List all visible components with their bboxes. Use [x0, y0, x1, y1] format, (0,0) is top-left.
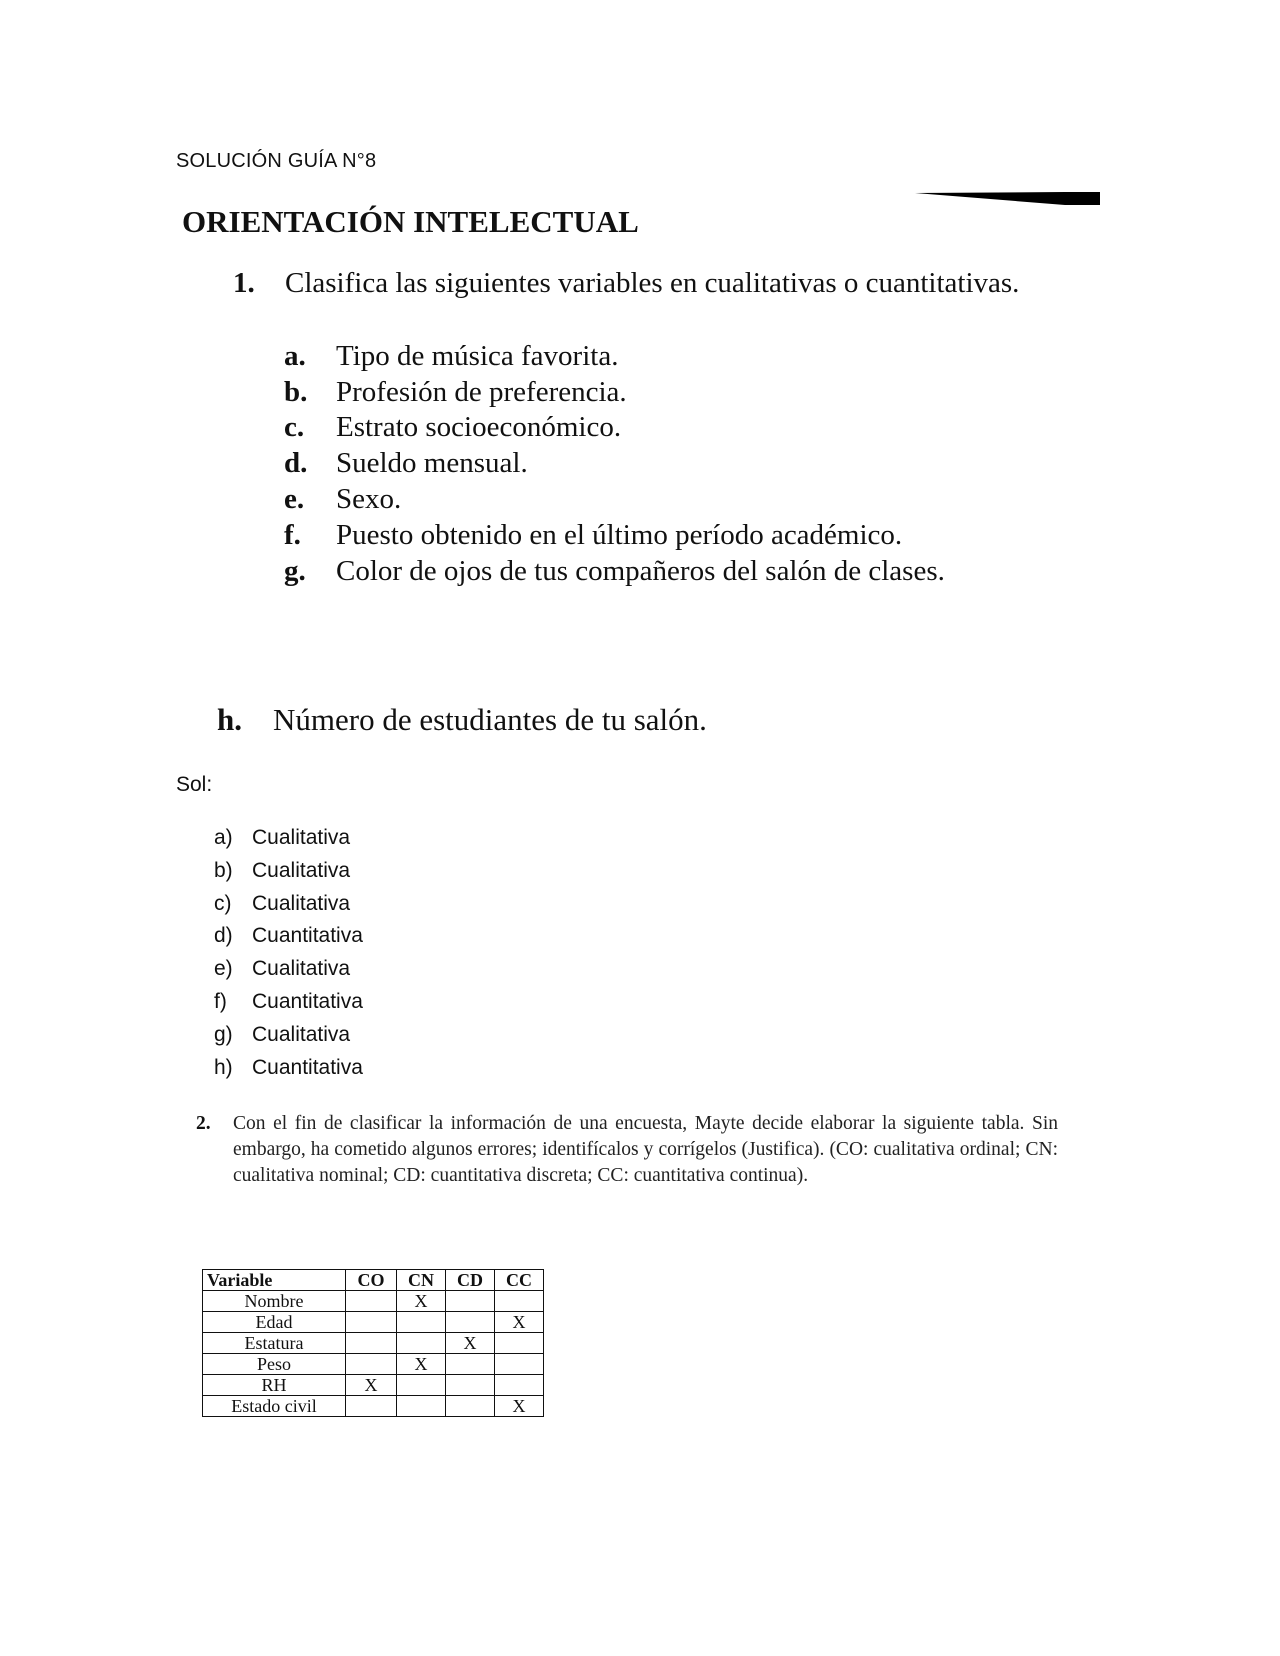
- variable-name: RH: [203, 1375, 346, 1396]
- solution-label: Sol:: [176, 773, 213, 796]
- table-row: [203, 1291, 544, 1312]
- table-row: [203, 1396, 544, 1417]
- mark-cn: X: [397, 1291, 446, 1312]
- answer-letter: d): [214, 924, 233, 947]
- mark-cn: [397, 1375, 446, 1396]
- mark-cd: [446, 1375, 495, 1396]
- mark-cd: [446, 1396, 495, 1417]
- question-1-item-h: [217, 702, 707, 738]
- mark-cn: [397, 1312, 446, 1333]
- mark-cc: [495, 1375, 544, 1396]
- answer-letter: b): [214, 859, 233, 882]
- item-letter: h.: [217, 702, 242, 737]
- table-row: [203, 1312, 544, 1333]
- answer-item: [214, 924, 363, 948]
- table-row: [203, 1375, 544, 1396]
- mark-cd: [446, 1291, 495, 1312]
- header-variable: Variable: [203, 1270, 346, 1291]
- document-title: SOLUCIÓN GUÍA N°8: [176, 150, 377, 172]
- mark-cc: [495, 1333, 544, 1354]
- answer-item: [214, 859, 350, 883]
- item-letter: g.: [284, 555, 306, 587]
- variable-name: Nombre: [203, 1291, 346, 1312]
- answer-item: [214, 957, 350, 981]
- header-cd: CD: [446, 1270, 495, 1291]
- question-1: [233, 267, 1019, 300]
- item-text: Sueldo mensual.: [336, 447, 528, 479]
- table-header-row: [203, 1270, 544, 1291]
- answer-letter: f): [214, 990, 227, 1013]
- question-1-text: Clasifica las siguientes variables en cualitativas o cuantitativas.: [285, 267, 1020, 299]
- answer-item: [214, 1023, 350, 1047]
- list-item: [284, 376, 627, 409]
- variable-classification-table: [202, 1269, 544, 1417]
- answer-text: Cualitativa: [252, 1023, 351, 1046]
- list-item: [284, 483, 401, 516]
- mark-co: [346, 1312, 397, 1333]
- mark-cd: X: [446, 1333, 495, 1354]
- mark-co: X: [346, 1375, 397, 1396]
- list-item: [284, 411, 621, 444]
- mark-cd: [446, 1312, 495, 1333]
- header-co: CO: [346, 1270, 397, 1291]
- answer-text: Cualitativa: [252, 826, 351, 849]
- header-cn: CN: [397, 1270, 446, 1291]
- item-letter: f.: [284, 519, 301, 551]
- answer-item: [214, 892, 350, 916]
- list-item: [284, 519, 902, 552]
- item-letter: b.: [284, 376, 308, 408]
- list-item: [284, 555, 945, 588]
- section-heading: ORIENTACIÓN INTELECTUAL: [182, 204, 639, 239]
- list-item: [284, 447, 528, 480]
- mark-cn: X: [397, 1354, 446, 1375]
- decorative-header-bar: [915, 190, 1100, 210]
- answer-text: Cuantitativa: [252, 924, 363, 947]
- table-row: [203, 1354, 544, 1375]
- answer-letter: c): [214, 892, 232, 915]
- mark-cc: X: [495, 1312, 544, 1333]
- answer-text: Cualitativa: [252, 892, 351, 915]
- header-cc: CC: [495, 1270, 544, 1291]
- answer-item: [214, 1056, 363, 1080]
- question-1-number: 1.: [233, 267, 255, 299]
- mark-cn: [397, 1396, 446, 1417]
- answer-item: [214, 990, 363, 1014]
- mark-co: [346, 1291, 397, 1312]
- answer-text: Cuantitativa: [252, 1056, 363, 1079]
- answer-letter: e): [214, 957, 233, 980]
- item-text: Color de ojos de tus compañeros del salón de clases.: [336, 555, 945, 587]
- item-text: Sexo.: [336, 483, 402, 515]
- answer-letter: a): [214, 826, 233, 849]
- item-text: Número de estudiantes de tu salón.: [273, 702, 707, 737]
- variable-name: Peso: [203, 1354, 346, 1375]
- mark-co: [346, 1354, 397, 1375]
- mark-cn: [397, 1333, 446, 1354]
- item-text: Profesión de preferencia.: [336, 376, 627, 408]
- item-text: Estrato socioeconómico.: [336, 411, 622, 443]
- question-2: [196, 1111, 1058, 1189]
- answer-letter: h): [214, 1056, 233, 1079]
- item-letter: a.: [284, 340, 306, 372]
- question-2-text: Con el fin de clasificar la información de una encuesta, Mayte decide elaborar la siguiente tabla. Sin embargo, ha cometido algunos errores; identifícalos y corrígelos (Justifica). (CO: cualitativa ordinal; CN: cualitativa nominal; CD: cuantitativa discreta; CC: cuantitativa continua).: [233, 1113, 1058, 1186]
- item-text: Puesto obtenido en el último período académico.: [336, 519, 903, 551]
- item-letter: d.: [284, 447, 308, 479]
- answer-text: Cuantitativa: [252, 990, 363, 1013]
- mark-cd: [446, 1354, 495, 1375]
- variable-name: Estatura: [203, 1333, 346, 1354]
- item-letter: c.: [284, 411, 305, 443]
- list-item: [284, 340, 618, 373]
- table-row: [203, 1333, 544, 1354]
- mark-cc: [495, 1354, 544, 1375]
- answer-text: Cualitativa: [252, 957, 351, 980]
- mark-co: [346, 1396, 397, 1417]
- mark-cc: [495, 1291, 544, 1312]
- answer-letter: g): [214, 1023, 233, 1046]
- answer-text: Cualitativa: [252, 859, 351, 882]
- mark-cc: X: [495, 1396, 544, 1417]
- question-2-number: 2.: [196, 1113, 211, 1134]
- item-text: Tipo de música favorita.: [336, 340, 619, 372]
- answer-item: [214, 826, 350, 850]
- variable-name: Edad: [203, 1312, 346, 1333]
- mark-co: [346, 1333, 397, 1354]
- variable-name: Estado civil: [203, 1396, 346, 1417]
- item-letter: e.: [284, 483, 305, 515]
